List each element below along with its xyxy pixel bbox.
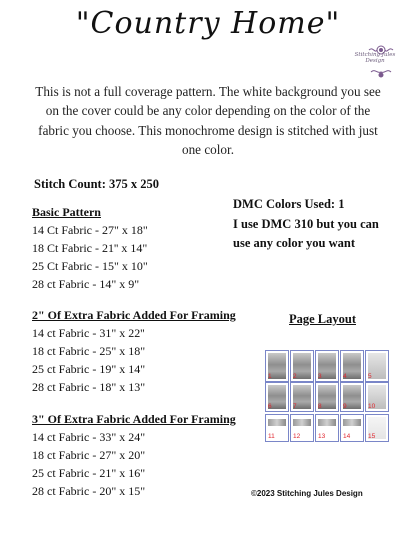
section-heading: 2" Of Extra Fabric Added For Framing bbox=[32, 308, 236, 322]
page-number: 7 bbox=[293, 403, 297, 410]
dmc-colors-info bbox=[233, 195, 379, 254]
fabric-size-row: 25 Ct Fabric - 15" x 10" bbox=[32, 259, 148, 274]
dmc-note-line1: I use DMC 310 but you can bbox=[233, 216, 379, 231]
page-thumbnail bbox=[290, 382, 314, 412]
fabric-size-row: 28 ct Fabric - 18" x 13" bbox=[32, 380, 146, 395]
page-title: "Country Home" bbox=[75, 6, 341, 41]
page-thumbnail bbox=[265, 382, 289, 412]
fabric-size-row: 14 Ct Fabric - 27" x 18" bbox=[32, 223, 148, 237]
dmc-count: DMC Colors Used: 1 bbox=[233, 197, 345, 211]
page-number: 1 bbox=[268, 373, 272, 380]
page-number: 14 bbox=[343, 433, 351, 440]
fabric-size-row: 25 ct Fabric - 19" x 14" bbox=[32, 362, 146, 377]
fabric-size-row: 18 ct Fabric - 27" x 20" bbox=[32, 448, 146, 463]
dmc-note-line2: use any color you want bbox=[233, 236, 356, 250]
page-number: 8 bbox=[318, 403, 322, 410]
page-number: 10 bbox=[368, 403, 376, 410]
page-thumbnail bbox=[365, 382, 389, 412]
fabric-size-row: 18 Ct Fabric - 21'' x 14" bbox=[32, 241, 148, 256]
section-heading: 3" Of Extra Fabric Added For Framing bbox=[32, 412, 236, 426]
fabric-size-row: 14 ct Fabric - 31" x 22'' bbox=[32, 326, 145, 340]
page-thumbnail bbox=[315, 414, 339, 442]
page-thumbnail bbox=[340, 414, 364, 442]
page-thumbnail bbox=[265, 350, 289, 382]
basic-pattern-section bbox=[32, 205, 148, 293]
page-thumbnail bbox=[340, 350, 364, 382]
framing-3in-section bbox=[32, 412, 236, 500]
page-thumbnail bbox=[365, 350, 389, 382]
page-number: 3 bbox=[318, 373, 322, 380]
fabric-size-row: 28 ct Fabric - 14" x 9" bbox=[32, 277, 140, 292]
page-thumbnail bbox=[340, 382, 364, 412]
page-thumbnail bbox=[315, 382, 339, 412]
page-number: 9 bbox=[343, 403, 347, 410]
fabric-size-row: 25 ct Fabric - 21" x 16" bbox=[32, 466, 146, 481]
page-thumbnail bbox=[365, 414, 389, 442]
page-number: 11 bbox=[268, 433, 275, 440]
section-heading: Basic Pattern bbox=[32, 205, 101, 219]
logo-text: Stitching Jules Design bbox=[354, 52, 396, 64]
framing-2in-section bbox=[32, 308, 236, 396]
copyright-notice: ©2023 Stitching Jules Design bbox=[251, 489, 363, 498]
page-thumbnail bbox=[290, 414, 314, 442]
fabric-size-row: 18 ct Fabric - 25" x 18" bbox=[32, 344, 146, 359]
page-number: 13 bbox=[318, 433, 326, 440]
page-number: 12 bbox=[293, 433, 301, 440]
page-thumbnail bbox=[315, 350, 339, 382]
intro-paragraph: This is not a full coverage pattern. The white background you see on the cover could be any color depending on the color of the fabric you choose. This monochrome design is stitched with just one color. bbox=[35, 84, 381, 158]
page-layout-heading: Page Layout bbox=[289, 312, 357, 326]
page-number: 2 bbox=[293, 373, 297, 380]
page-number: 5 bbox=[368, 373, 372, 380]
page-number: 4 bbox=[343, 373, 347, 380]
page-thumbnail bbox=[265, 414, 289, 442]
fabric-size-row: 28 ct Fabric - 20" x 15" bbox=[32, 484, 146, 499]
fabric-size-row: 14 ct Fabric - 33" x 24" bbox=[32, 430, 146, 444]
page-number: 15 bbox=[368, 433, 376, 440]
page-number: 6 bbox=[268, 403, 272, 410]
page-thumbnail bbox=[290, 350, 314, 382]
stitch-count: Stitch Count: 375 x 250 bbox=[34, 177, 160, 191]
